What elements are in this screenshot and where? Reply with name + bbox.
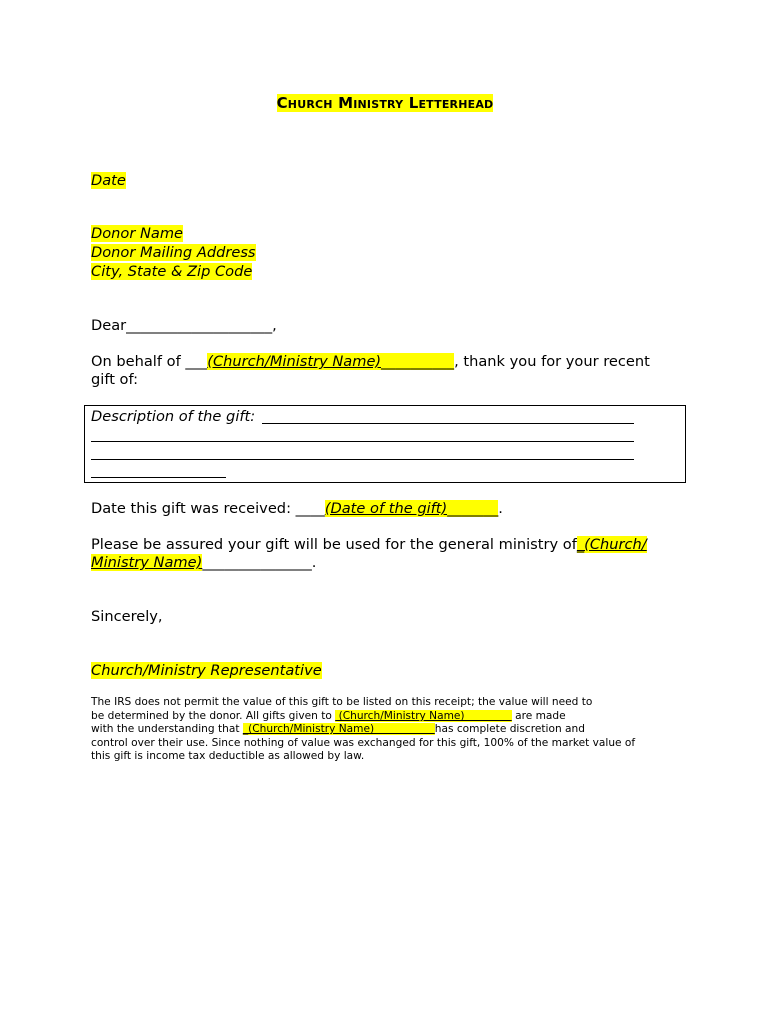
closing-sincerely: Sincerely, [91, 608, 163, 625]
representative-signature: Church/Ministry Representative [91, 662, 322, 679]
donor-city-state-zip: City, State & Zip Code [91, 263, 253, 280]
gift-date-field: (Date of the gift) [324, 500, 448, 517]
assured-line-1: Please be assured your gift will be used for the general ministry of_(Church/ [91, 536, 647, 553]
gift-received-line: Date this gift was received: ____(Date of the gift)_______. [91, 500, 503, 517]
gift-description-label: Description of the gift: [91, 408, 256, 425]
disclaimer-line-3: with the understanding that _(Church/Ministry Name) has complete discretion and [91, 723, 585, 735]
donor-name: Donor Name [91, 225, 184, 242]
behalf-line: On behalf of ___(Church/Ministry Name)__________, thank you for your recent [91, 353, 650, 370]
gift-of-label: gift of: [91, 371, 139, 388]
description-line [262, 423, 634, 424]
assured-line-2: Ministry Name)_______________. [91, 554, 317, 571]
disclaimer-line-1: The IRS does not permit the value of this gift to be listed on this receipt; the value will need to [91, 696, 593, 708]
description-line [91, 477, 226, 478]
description-line [91, 441, 634, 442]
salutation: Dear____________________, [91, 317, 277, 334]
letterhead-title-text: Church Ministry Letterhead [276, 94, 494, 112]
disclaimer-line-2: be determined by the donor. All gifts given to (Church/Ministry Name) are made [91, 710, 566, 722]
description-line [91, 459, 634, 460]
donor-address: Donor Mailing Address [91, 244, 256, 261]
date-placeholder: Date [91, 172, 126, 189]
church-name-field: (Church/Ministry Name) [207, 353, 382, 370]
disclaimer-line-4: control over their use. Since nothing of value was exchanged for this gift, 100% of the market value of [91, 737, 636, 749]
letterhead-title [0, 93, 770, 114]
disclaimer-line-5: this gift is income tax deductible as allowed by law. [91, 750, 365, 762]
